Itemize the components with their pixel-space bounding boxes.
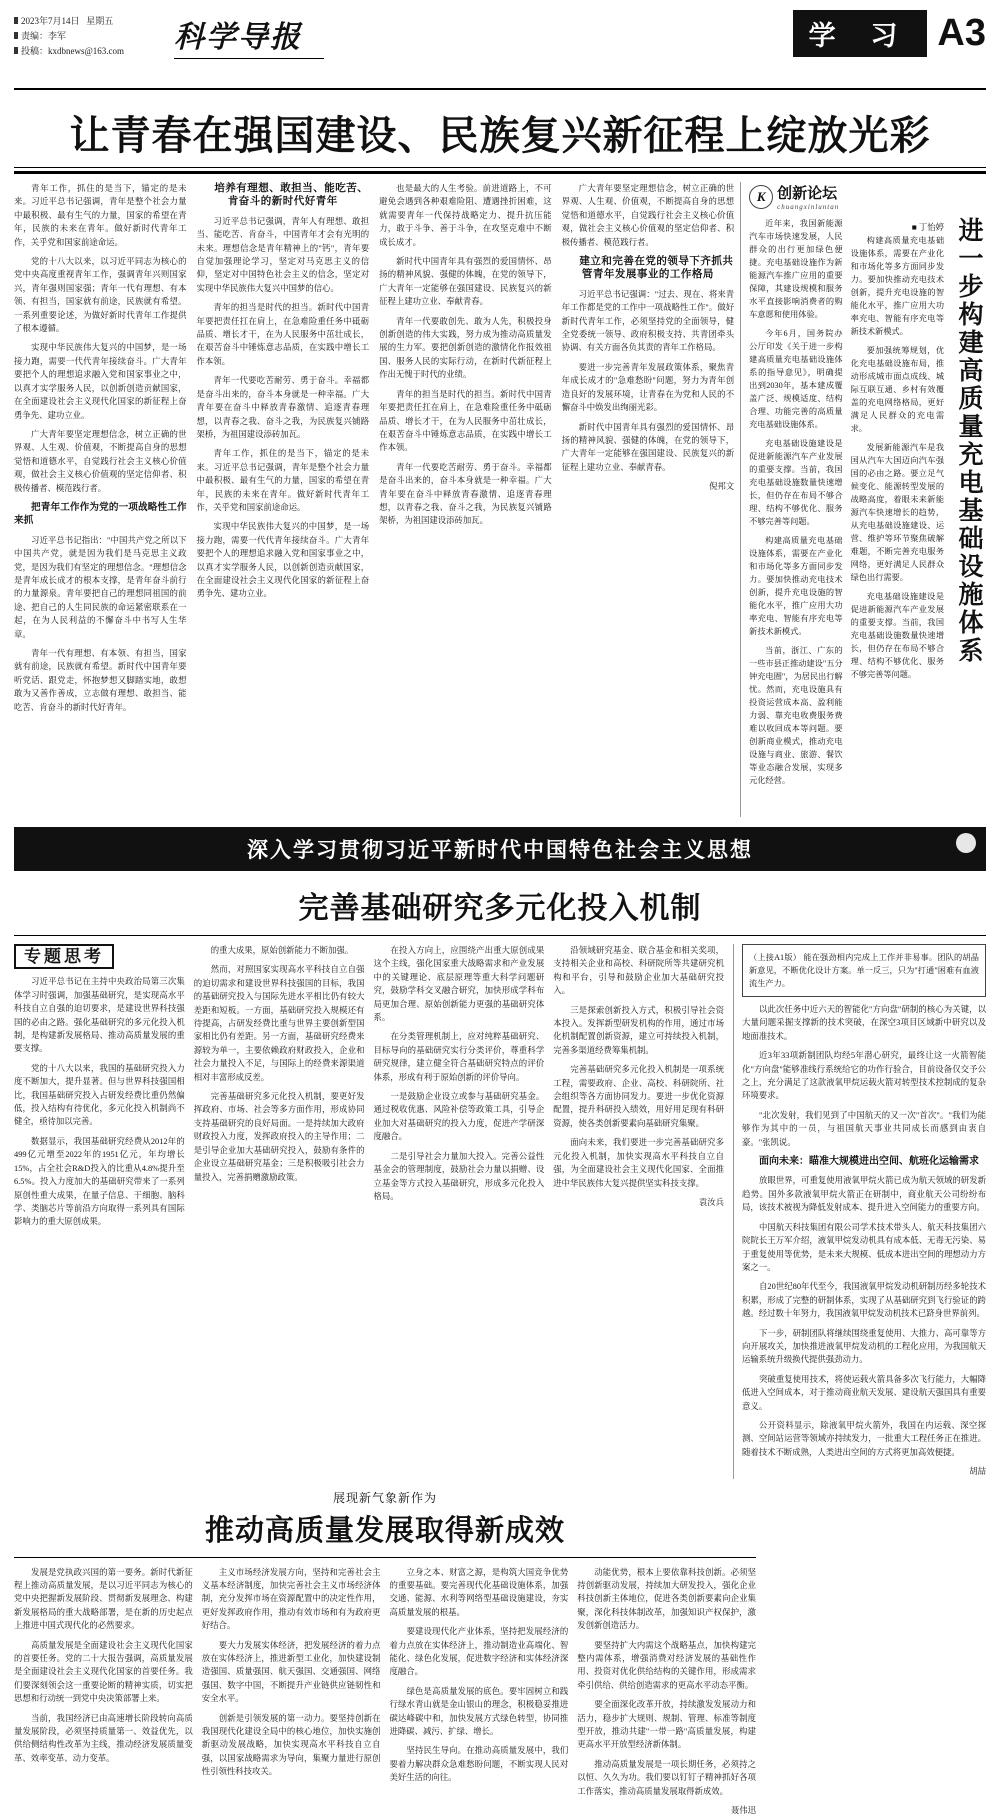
article3-kicker: 展现新气象新作为: [332, 1490, 437, 1505]
paragraph: 也是最大的人生考验。前进道路上，不可避免会遇到各种艰难险阻、遭遇挫折困难，这就需要青年一代保持战略定力、提升抗压能力，敢于斗争、善于斗争，在攻坚克难中不断成长成才。: [379, 184, 552, 247]
paragraph: 面向未来，我们要进一步完善基础研究多元化投入机制，加快实现高水平科技自立自强，为全面建设社会主义现代化国家、全面推进中华民族伟大复兴提供坚实科技支撑。: [553, 1138, 724, 1188]
paragraph: 青年的担当是时代的担当。新时代中国青年要把责任扛在肩上，在急难险重任务中砥砺品质、增长才干，在为人民服务中茁壮成长，在艰苦奋斗中锤炼意志品质，在实践中增长工作本领。: [196, 303, 370, 366]
masthead-meta: [14, 14, 124, 59]
paragraph: 发展是党执政兴国的第一要务。新时代新征程上推动高质量发展，是以习近平同志为核心的党中央把握新发展阶段、贯彻新发展理念、构建新发展格局的重大战略部署，是在新的历史起点上推进中国式现代化的必然要求。: [14, 1567, 193, 1631]
paragraph: 广大青年要坚定理想信念，树立正确的世界观、人生观、价值观，不断提高自身的思想觉悟和道德水平，自觉践行社会主义核心价值观，做社会主义核心价值观的坚定信仰者、积极传播者、模范践行者。: [14, 429, 187, 493]
article1-col4: [562, 182, 735, 720]
paragraph: 习近平总书记强调："过去、现在、将来青年工作都是党的工作中一项战略性工作"。做好新时代青年工作，必须坚持党的全面领导，健全党委统一领导、政府积极支持、共青团牵头协调、有关方面各负其责的青年工作格局。: [561, 289, 735, 353]
paragraph: 要坚持扩大内需这个战略基点，加快构建完整内需体系，增强消费对经济发展的基础性作用、投资对优化供给结构的关键作用，形成需求牵引供给、供给创造需求的更高水平动态平衡。: [577, 1640, 756, 1690]
article1-col2: [197, 182, 370, 720]
masthead-section: [793, 10, 986, 57]
paragraph: 推动高质量发展是一项长期任务，必须持之以恒、久久为功。我们要以钉钉子精神抓好各项工作落实，推动高质量发展取得新成效。: [577, 1759, 756, 1796]
subheading: 面向未来：瞄准大规模进出空间、航班化运输需求: [759, 1156, 979, 1168]
bullet-icon: [14, 17, 18, 24]
paragraph: "北次发射，我们见到了中国航天的又一次"首次"。"我们为能够作为其中的一员，与祖国航天事业共同成长而感到由衷自豪。"张凯说。: [742, 1110, 986, 1147]
continuation-body: 能在强劲相内完成上工作并非易事。团队的胡晶新意见，不断优化设计方案。单一反三，只为"打通"困难有血液流生产力。: [749, 953, 979, 988]
paragraph: 党的十八大以来，我国的基础研究投入力度不断加大，提升显著。但与世界科技强国相比，我国基础研究投入占研发经费比重仍然偏低，投入结构有待优化，多元化投入机制尚不健全，亟待加以完善。: [14, 1063, 185, 1127]
paragraph: 要建设现代化产业体系，坚持把发展经济的着力点放在实体经济上，推动制造业高端化、智能化、绿色化发展，促进数字经济和实体经济深度融合。: [389, 1627, 569, 1677]
paragraph: 的重大成果，原始创新能力不断加强。: [210, 946, 354, 955]
paragraph: 构建高质量充电基础设施体系，需要在产业化和市场化等多方面同步发力。要加快推动充电技术创新，提升充电设施的智能化水平，推广应用大功率充电、智能有序充电等新技术新模式。: [850, 236, 945, 336]
paragraph: 今年6月，国务院办公厅印发《关于进一步构建高质量充电基础设施体系的指导意见》，明确提出到2030年，基本建成覆盖广泛、规模适度、结构合理、功能完善的高质量充电基础设施体系。: [749, 329, 843, 429]
section-badge: 学 习: [793, 10, 928, 57]
paragraph: 完善基础研究多元化投入机制是一项系统工程，需要政府、企业、高校、科研院所、社会组织等各方面协同发力。要进一步优化资源配置，提升科研投入绩效，用好用足现有科研资源，使各类创新要素向基础研究集聚。: [553, 1065, 724, 1128]
paragraph: 当前，浙江、广东的一些市县正推动建设"五分钟充电圈"，为居民出行解忧。然而，充电设施具有投资运营成本高、盈利能力弱、靠充电收费服务费难以收回成本等问题。要创新商业模式，推动充电设施与商业、旅游、餐饮等业态融合发展，实现多元化经营。: [749, 646, 843, 785]
article3-col1: [14, 1566, 193, 1818]
paragraph: 新时代中国青年具有强烈的爱国情怀、昂扬的精神风貌、强健的体魄，在党的领导下，广大青年一定能够在强国建设、民族复兴的新征程上建功立业、奉献青春。: [561, 422, 735, 472]
article1-col3: [379, 182, 552, 720]
forum-k-icon: K: [749, 185, 773, 209]
paragraph: 一是鼓励企业设立或参与基础研究基金。通过税收优惠、风险补偿等政策工具，引导企业加大对基础研究的投入力度，促进产学研深度融合。: [373, 1092, 545, 1142]
forum-col1: [749, 217, 842, 817]
paper-name: [174, 12, 324, 59]
masthead-weekday: 星期五: [86, 16, 114, 26]
continuation-note: [742, 944, 986, 997]
paragraph: 实现中华民族伟大复兴的中国梦，是一场接力跑，需要一代代青年接续奋斗。广大青年要把个人的理想追求融入党和国家事业之中，以真才实学服务人民，以创新创造贡献国家，在全面建设社会主义现代化国家的新征程上奋勇争先、建功立业。: [196, 522, 370, 599]
paragraph: 高质量发展是全面建设社会主义现代化国家的首要任务。党的二十大报告强调，高质量发展是全面建设社会主义现代化国家的首要任务。我们要深刻领会这一重要论断的精神实质，切实把思想和行动统一到党中央决策部署上来。: [14, 1640, 193, 1704]
article2: [14, 944, 986, 1479]
article2-col3: [374, 944, 545, 1479]
article3-col3: [390, 1566, 569, 1818]
divider: [14, 1557, 756, 1558]
article2-col2: [194, 944, 365, 1479]
paragraph: 新时代中国青年具有强烈的爱国情怀、昂扬的精神风貌、强健的体魄，在党的领导下，广大青年一定能够在强国建设、民族复兴的新征程上建功立业、奉献青春。: [379, 257, 552, 307]
continuation-head: （上接A1版）: [749, 953, 802, 962]
paragraph: 自20世纪80年代至今，我国液氧甲烷发动机研制历经多轮技术积累，形成了完整的研制体系，实现了从基础研究到飞行验证的跨越。经过数十年努力，我国液氧甲烷发动机技术已跻身世界前列。: [742, 1282, 986, 1319]
subheading: 培养有理想、敢担当、能吃苦、肯奋斗的新时代好青年: [214, 183, 369, 208]
paragraph: 习近平总书记指出："中国共产党之所以下中国共产党，就是因为我们是马克思主义政党，是因为我们有坚定的理想信念。"理想信念是青年成长成才的根本支撑，是青年奋斗前行的力量源泉。青年要把自己的理想同祖国的前途、把自己的人生同民族的命运紧密联系在一起，在为人民利益的不懈奋斗中书写人生华章。: [14, 535, 187, 639]
paragraph: 青年工作，抓住的是当下，锚定的是未来。习近平总书记强调，青年是整个社会力量中最积极、最有生气的力量，国家的希望在青年，民族的未来在青年。做好新时代青年工作，关乎党和国家前途命运。: [196, 449, 370, 512]
divider: [14, 935, 986, 936]
right-bottom-col: [733, 944, 986, 1479]
article1-headline: 让青春在强国建设、民族复兴新征程上绽放光彩: [69, 113, 931, 158]
forum-title: 创新论坛: [777, 186, 838, 202]
study-banner: 深入学习贯彻习近平新时代中国特色社会主义思想: [14, 827, 986, 871]
paragraph: 要全面深化改革开放，持续激发发展动力和活力，稳步扩大规则、规制、管理、标准等制度型开放，推动共建"一带一路"高质量发展，构建更高水平开放型经济新体制。: [577, 1700, 756, 1750]
paragraph: 青年一代有理想、有本领、有担当，国家就有前途，民族就有希望。新时代中国青年要听党话、跟党走，怀抱梦想又脚踏实地，敢想敢为又善作善成，立志做有理想、敢担当、能吃苦、肯奋斗的新时代好青年。: [14, 649, 187, 712]
paragraph: 习近平总书记强调，青年人有理想、敢担当、能吃苦、肯奋斗，中国青年才会有光明的未来。理想信念是青年精神上的"钙"，青年要自觉加强理论学习，坚定对马克思主义的信仰，坚定对中国特色社会主义的信念，坚定对实现中华民族伟大复兴中国梦的信心。: [196, 216, 370, 293]
paragraph: 绿色是高质量发展的底色。要牢固树立和践行绿水青山就是金山银山的理念，积极稳妥推进碳达峰碳中和，加快发展方式绿色转型，协同推进降碳、减污、扩绿、增长。: [389, 1686, 569, 1737]
paper-name-underline: [174, 58, 324, 59]
paragraph: 充电基础设施建设是促进新能源汽车产业发展的重要支撑。当前，我国充电基础设施数量快速增长，但仍存在布局不够合理、结构不够优化、服务不够完善等问题。: [850, 592, 945, 679]
forum-author: ■ 丁怡婷: [911, 223, 945, 232]
paragraph: 然而，对照国家实现高水平科技自立自强的迫切需求和建设世界科技强国的目标，我国的基础研究投入与国际先进水平相比仍有较大差距和短板。一方面，基础研究投入规模还有待提高，占研发经费比重与世界主要创新型国家相比仍有差距。另一方面，基础研究经费来源较为单一，主要依赖政府财政投入，企业和社会力量投入不足，与国际上的经费来源渠道相对丰富形成反差。: [193, 965, 365, 1082]
paragraph: 要大力发展实体经济，把发展经济的着力点放在实体经济上，推进新型工业化，加快建设制造强国、质量强国、航天强国、交通强国、网络强国、数字中国，不断提升产业链供应链韧性和安全水平。: [201, 1640, 381, 1704]
paragraph: 青年工作，抓住的是当下，锚定的是未来。习近平总书记强调，青年是整个社会力量中最积极、最有生气的力量，国家的希望在青年，民族的未来在青年。做好新时代青年工作，关乎党和国家前途命运。: [14, 184, 187, 247]
paragraph: 青年一代要敢创先、敢为人先，积极投身创新创造的伟大实践，努力成为推动高质量发展的生力军。要把创新创造的激情化作报效祖国、服务人民的实际行动，在新时代新征程上作出无愧于时代的业绩。: [379, 316, 552, 380]
paragraph: 三是探索创新投入方式，积极引导社会资本投入。发挥新型研发机构的作用，通过市场化机制配置创新资源，建立可持续投入机制，完善多渠道经费筹集机制。: [553, 1005, 724, 1055]
subheading: 把青年工作作为党的一项战略性工作来抓: [14, 501, 187, 527]
forum-vertical-title: 进一步构建高质量充电基础设施体系: [955, 217, 982, 665]
forum-body: [749, 217, 986, 817]
paragraph: 二是引导社会力量加大投入。完善公益性基金会的管理制度，鼓励社会力量以捐赠、设立基金等方式投入基础研究，形成多元化投入格局。: [373, 1151, 545, 1201]
paragraph: 立身之本、财富之源，是构筑大国竞争优势的重要基础。要完善现代化基础设施体系，加强交通、能源、水利等网络型基础设施建设，夯实高质量发展的根基。: [389, 1567, 569, 1617]
article1-col1: [14, 182, 187, 720]
masthead: [14, 10, 986, 90]
divider: [14, 167, 986, 174]
newspaper-page: [0, 10, 1000, 1816]
paragraph: 完善基础研究多元化投入机制，要更好发挥政府、市场、社会等多方面作用，形成协同支持基础研究的良好局面。一是持续加大政府财政投入力度，发挥政府投入的主导作用；二是引导企业加大基础研究投入，鼓励有条件的企业设立基础研究基金；三是积极吸引社会力量投入，完善捐赠激励政策。: [193, 1092, 365, 1182]
masthead-editor: 责编：李军: [21, 31, 67, 41]
forum-logo: [749, 182, 986, 211]
paragraph: 以此次任务中近六天的智能化"方向盘"研制的核心为关键，以大量问题采掘支撑新的技术突破，在深空3项目区域新中研究以及地面准技术。: [742, 1005, 986, 1041]
article2-col1: [14, 944, 185, 1479]
topic-tag: 专题思考: [14, 944, 114, 969]
page-number: A3: [937, 12, 986, 54]
paragraph: 发展新能源汽车是我国从汽车大国迈向汽车强国的必由之路。要立足气候变化、能源转型发展的战略高度，着眼未来新能源汽车快速增长的趋势，从充电基础设施建设、运营、维护等环节聚焦破解难题，不断完善充电服务网络，更好满足人民群众绿色出行需要。: [850, 443, 945, 582]
rightcol-author: 胡喆: [969, 1467, 986, 1477]
bullet-icon: [14, 47, 18, 54]
paragraph: 广大青年要坚定理想信念，树立正确的世界观、人生观、价值观，不断提高自身的思想觉悟和道德水平，自觉践行社会主义核心价值观，做社会主义核心价值观的坚定信仰者、积极传播者、模范践行者。: [561, 184, 735, 247]
paragraph: 青年一代要吃苦耐劳、勇于奋斗。幸福都是奋斗出来的，奋斗本身就是一种幸福。广大青年要在奋斗中释放青春激情、追逐青春理想，以青春之我、奋斗之我，为民族复兴铺路架桥，为祖国建设添砖加瓦。: [196, 376, 370, 439]
paragraph: 近3年33项新制团队均经5年潜心研究，最终让这一火箭智能化"方向盘"能够准线行系统给它的功作行验合，目前设备仅交予公之上，充分满足了这款液氧甲烷运载火箭对转型技术控制成的复杂环境要求。: [742, 1051, 986, 1101]
paragraph: 党的十八大以来，以习近平同志为核心的党中央高度重视青年工作，强调青年兴则国家兴，青年强则国家强；青年一代有理想、有本领、有担当，国家就有前途，民族就有希望。一系列重要论述，为做好新时代青年工作提供了根本遵循。: [14, 257, 187, 334]
paragraph: 实现中华民族伟大复兴的中国梦，是一场接力跑，需要一代代青年接续奋斗。广大青年要把个人的理想追求融入党和国家事业之中，以真才实学服务人民，以创新创造贡献国家，在全面建设社会主义现代化国家的新征程上奋勇争先、建功立业。: [14, 343, 187, 420]
article2-author: 袁汝兵: [698, 1197, 724, 1207]
paragraph: 青年的担当是时代的担当。新时代中国青年要把责任扛在肩上，在急难险重任务中砥砺品质、增长才干，在为人民服务中茁壮成长，在艰苦奋斗中锤炼意志品质，在实践中增长工作本领。: [379, 389, 552, 453]
paragraph: 在分类管理机制上，应对纯粹基础研究、目标导向的基础研究实行分类评价，尊重科学研究规律，建立健全符合基础研究特点的评价体系，形成有利于原始创新的评价导向。: [373, 1032, 545, 1082]
paragraph: 主义市场经济发展方向，坚持和完善社会主义基本经济制度，加快完善社会主义市场经济体制，充分发挥市场在资源配置中的决定性作用，更好发挥政府作用，推动有效市场和有为政府更好结合。: [201, 1567, 381, 1631]
paragraph: 充电基础设施建设是促进新能源汽车产业发展的重要支撑。当前，我国充电基础设施数量快速增长，但仍存在布局不够合理、结构不够优化、服务不够完善等问题。: [749, 439, 843, 526]
article1-author: 倪邦文: [709, 482, 735, 492]
paragraph: 数据显示，我国基础研究经费从2012年的499亿元增至2022年的1951亿元，年均增长15%，占全社会R&D投入的比重从4.8%提升至6.5%。投入力度加大的基础研究带来了一系列原创性重大成果，在量子信息、干细胞、脑科学、类脑芯片等前沿方向取得一系列具有国际影响力的重大原创成果。: [14, 1136, 185, 1227]
paragraph: 动能优势，根本上要依靠科技创新。必须坚持创新驱动发展，持续加大研发投入，强化企业科技创新主体地位，促进各类创新要素向企业集聚，深化科技体制改革，加强知识产权保护，激发创新创造活力。: [577, 1567, 756, 1631]
paragraph: 当前，我国经济已由高速增长阶段转向高质量发展阶段，必须坚持质量第一、效益优先，以供给侧结构性改革为主线，推动经济发展质量变革、效率变革、动力变革。: [14, 1713, 193, 1763]
paragraph: 下一步，研制团队将继续围绕重复使用、大推力、高可靠等方向开展攻关，加快推进液氧甲烷发动机的工程化应用，为我国航天运输系统升级换代提供强劲动力。: [742, 1328, 986, 1365]
paragraph: 青年一代要吃苦耐劳、勇于奋斗。幸福都是奋斗出来的，奋斗本身就是一种幸福。广大青年要在奋斗中释放青春激情、追逐青春理想，以青春之我、奋斗之我，为民族复兴铺路架桥，为祖国建设添砖加瓦。: [379, 462, 552, 526]
paper-name-text: 科学导报: [174, 21, 302, 54]
paragraph: 在投入方向上，应围绕产出重大原创成果这个主线，强化国家重大战略需求和产业发展中的关键理论、底层原理等重大科学问题研究，鼓励学科交叉融合研究，加快形成学科布局更加合理、原始创新能力更强的基础研究体系。: [373, 946, 545, 1023]
forum-section: [740, 182, 986, 817]
forum-col2: [851, 217, 944, 817]
paragraph: 要加强统筹规划，优化充电基础设施布局，推动形成城市面点成线、城际互联互通、乡村有效覆盖的充电网络格局，更好满足人民群众的充电需求。: [850, 346, 945, 433]
paragraph: 中国航天科技集团有限公司学术技术带头人、航天科技集团六院院长王万军介绍，液氧甲烷发动机具有成本低、无毒无污染、易于重复使用等优势，是未来大规模、低成本进出空间的理想动力方案之一。: [742, 1222, 986, 1272]
paragraph: 沿领域研究基金、联合基金和相关奖项，支持相关企业和高校、科研院所等共建研究机构和平台，引导和鼓励企业加大基础研究投入。: [553, 946, 724, 996]
paragraph: 公开资料显示，除液氧甲烷火箭外，我国在内运载、深空探测、空间站运营等领域亦持续发力，一批重大工程任务正在推进。随着技术不断成熟，人类进出空间的方式将更加高效便捷。: [742, 1420, 986, 1457]
paragraph: 习近平总书记在主持中央政治局第三次集体学习时强调，加强基础研究，是实现高水平科技自立自强的迫切要求，是建设世界科技强国的必由之路。强化基础研究的多元化投入机制，是构建新发展格局、推动高质量发展的重要支撑。: [14, 977, 185, 1054]
top-section: [14, 182, 986, 817]
paragraph: 放眼世界，可重复使用液氧甲烷火箭已成为航天领域的研发新趋势。国外多款液氧甲烷火箭正在研制中，商业航天公司纷纷布局，该技术被视为降低发射成本、提升进入空间能力的重要方向。: [742, 1176, 986, 1213]
paragraph: 坚持民生导向。在推动高质量发展中，我们要着力解决群众急难愁盼问题，不断实现人民对美好生活的向往。: [389, 1746, 569, 1783]
article2-col4: [553, 944, 724, 1479]
paragraph: 构建高质量充电基础设施体系，需要在产业化和市场化等多方面同步发力。要加快推动充电技术创新，提升充电设施的智能化水平，推广应用大功率充电、智能有序充电等新技术新模式。: [749, 536, 843, 636]
masthead-date: 2023年7月14日: [21, 16, 80, 26]
masthead-email: 投稿：kxdbnews@163.com: [21, 46, 125, 56]
article2-headline: 完善基础研究多元化投入机制: [298, 892, 702, 925]
subheading: 建立和完善在党的领导下齐抓共管青年发展事业的工作格局: [579, 256, 734, 281]
paragraph: 突破重复使用技术，将使运载火箭具备多次飞行能力，大幅降低进入空间成本，对于推动商业航天发展、建设航天强国具有重要意义。: [742, 1374, 986, 1411]
article1: [14, 182, 734, 817]
article3-author: 聂伟迅: [730, 1806, 756, 1816]
article3-col2: [202, 1566, 381, 1818]
paragraph: 要进一步完善青年发展政策体系，聚焦青年成长成才的"急难愁盼"问题，努力为青年创造良好的发展环境，让青春在为党和人民的不懈奋斗中焕发出绚丽光彩。: [561, 362, 735, 413]
article3-headline: 推动高质量发展取得新成效: [204, 1514, 565, 1547]
forum-pinyin: chuangxinluntan: [777, 203, 840, 211]
paragraph: 创新是引领发展的第一动力。要坚持创新在我国现代化建设全局中的核心地位，加快实施创新驱动发展战略，加快实现高水平科技自立自强，以国家战略需求为导向，集聚力量进行原创性引领性科技攻关。: [201, 1713, 381, 1777]
paragraph: 近年来，我国新能源汽车市场快速发展，人民群众的出行更加绿色便捷。充电基础设施作为新能源汽车推广应用的重要保障，其建设规模和服务水平直接影响消费者的购车意愿和使用体验。: [749, 219, 843, 319]
bullet-icon: [14, 32, 18, 39]
article3-col4: [577, 1566, 756, 1818]
